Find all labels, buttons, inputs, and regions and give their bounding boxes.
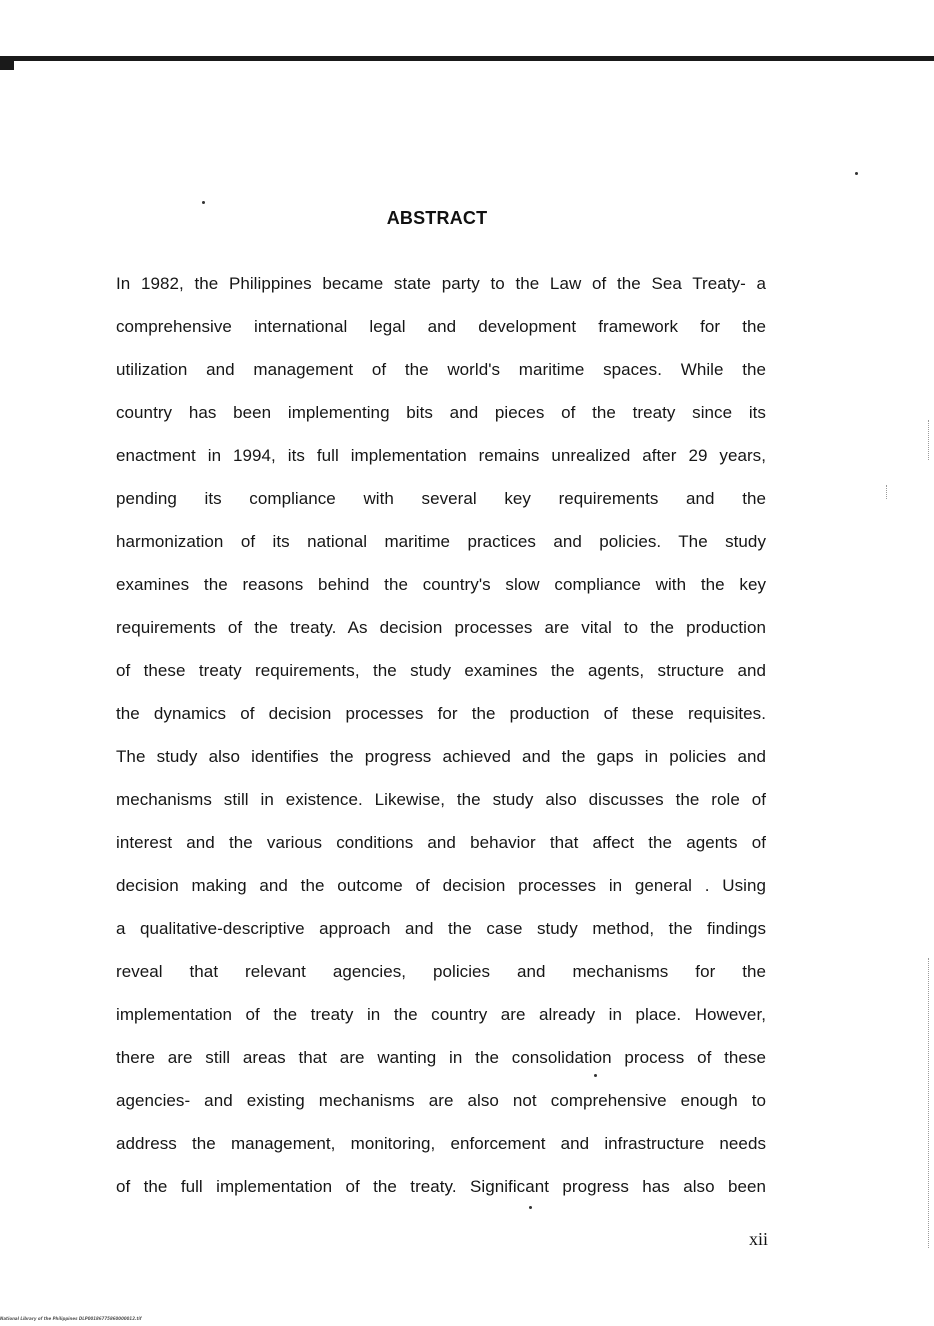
body-line: implementation of the treaty in the country are already in place. However,	[116, 1005, 766, 1024]
top-rule-tab	[0, 61, 14, 70]
scan-edge-marks	[928, 420, 930, 460]
body-line: country has been implementing bits and pieces of the treaty since its	[116, 403, 766, 422]
body-line: harmonization of its national maritime practices and policies. The study	[116, 532, 766, 551]
body-line: utilization and management of the world's maritime spaces. While the	[116, 360, 766, 379]
body-line: interest and the various conditions and behavior that affect the agents of	[116, 833, 766, 852]
abstract-heading: ABSTRACT	[386, 208, 488, 228]
body-line: The study also identifies the progress achieved and the gaps in policies and	[116, 747, 766, 766]
body-line: a qualitative-descriptive approach and the case study method, the findings	[116, 919, 766, 938]
scan-footer-watermark: National Library of the Philippines DLP00186775860000012.tif	[0, 1316, 142, 1321]
abstract-body	[116, 272, 766, 1218]
scan-edge-marks	[928, 958, 930, 1248]
body-line: In 1982, the Philippines became state party to the Law of the Sea Treaty- a	[116, 274, 766, 293]
body-line: address the management, monitoring, enforcement and infrastructure needs	[116, 1134, 766, 1153]
page-number: xii	[748, 1229, 768, 1249]
body-line: of the full implementation of the treaty. Significant progress has also been	[116, 1177, 766, 1196]
body-line: there are still areas that are wanting in the consolidation process of these	[116, 1048, 766, 1067]
body-line: requirements of the treaty. As decision processes are vital to the production	[116, 618, 766, 637]
top-rule	[0, 56, 934, 61]
body-line: agencies- and existing mechanisms are also not comprehensive enough to	[116, 1091, 766, 1110]
body-line: the dynamics of decision processes for the production of these requisites.	[116, 704, 766, 723]
body-line: pending its compliance with several key requirements and the	[116, 489, 766, 508]
body-line: of these treaty requirements, the study examines the agents, structure and	[116, 661, 766, 680]
body-line: comprehensive international legal and development framework for the	[116, 317, 766, 336]
body-line: decision making and the outcome of decision processes in general . Using	[116, 876, 766, 895]
scan-speck	[202, 201, 205, 204]
body-line: reveal that relevant agencies, policies and mechanisms for the	[116, 962, 766, 981]
body-line: mechanisms still in existence. Likewise, the study also discusses the role of	[116, 790, 766, 809]
scan-speck	[855, 172, 858, 175]
body-line: examines the reasons behind the country's slow compliance with the key	[116, 575, 766, 594]
scan-edge-marks	[886, 485, 888, 499]
body-line: enactment in 1994, its full implementation remains unrealized after 29 years,	[116, 446, 766, 465]
